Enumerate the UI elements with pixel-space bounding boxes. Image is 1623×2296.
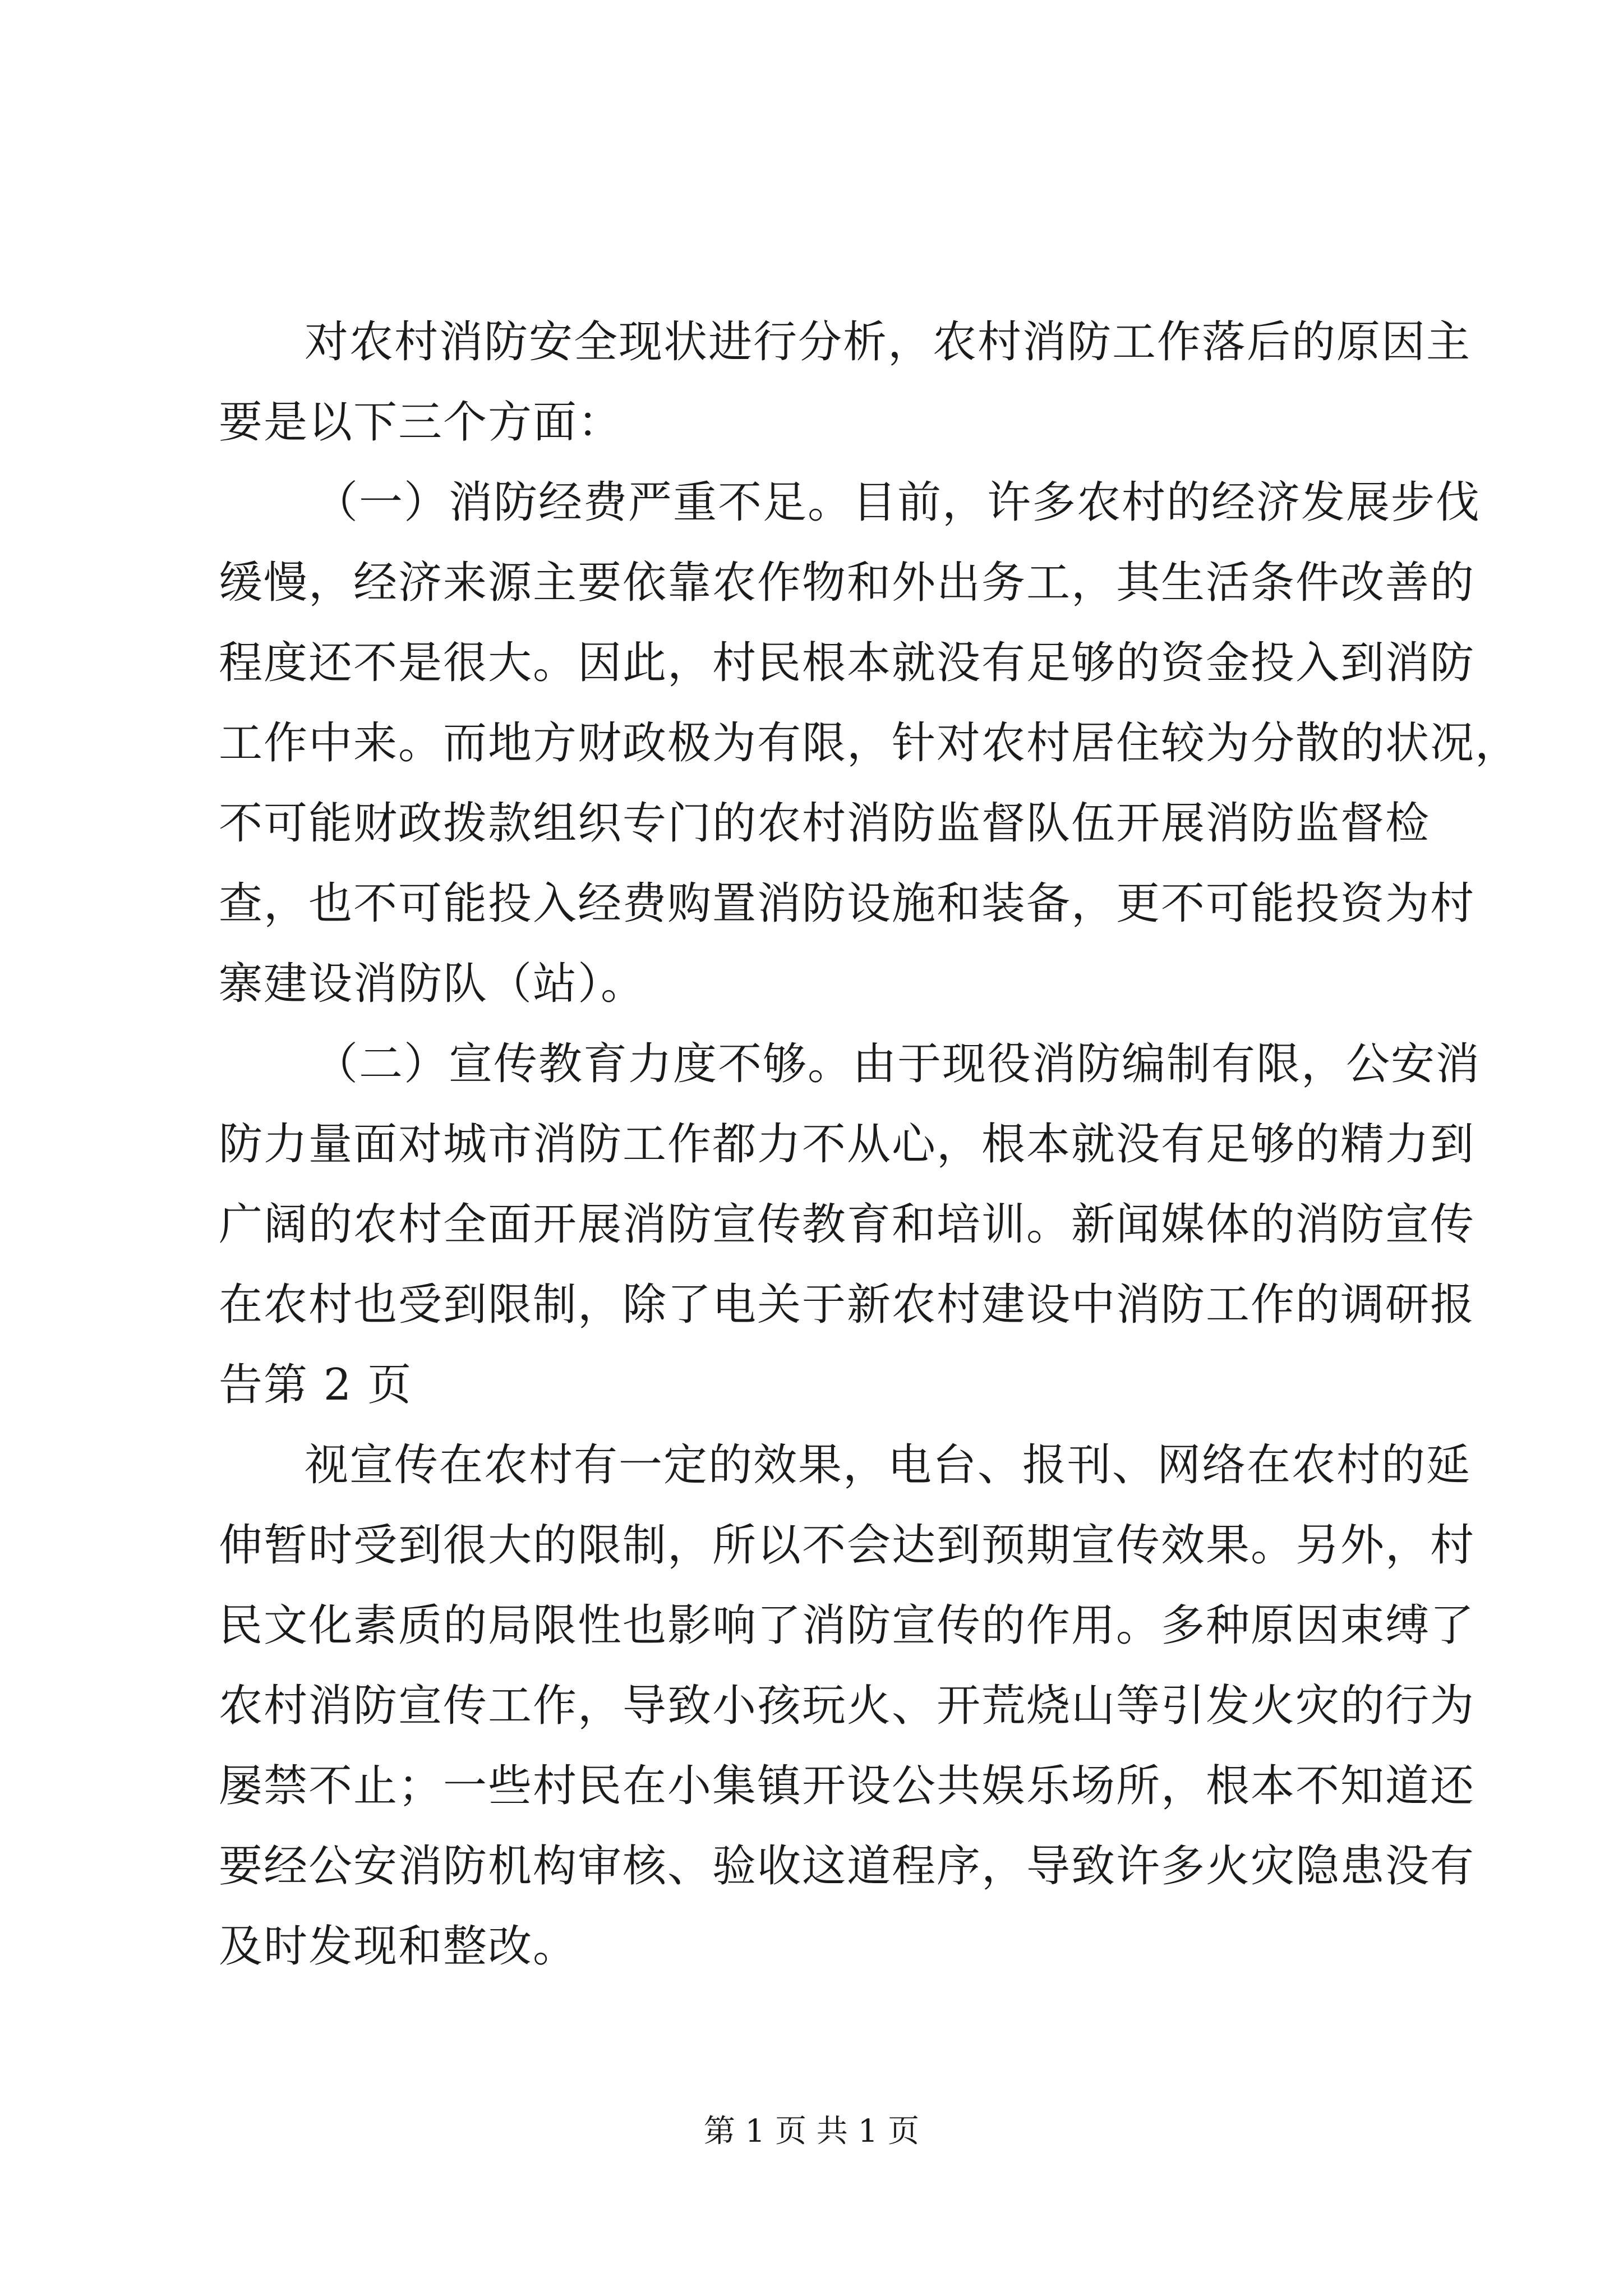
paragraph-2-line-5: 不可能财政拨款组织专门的农村消防监督队伍开展消防监督检	[219, 798, 1431, 849]
paragraph-4-line-7: 及时发现和整改。	[219, 1921, 578, 1972]
paragraph-2-line-7: 寨建设消防队（站）。	[219, 959, 646, 1009]
paragraph-2-line-1: （一）消防经费严重不足。目前，许多农村的经济发展步伐	[314, 477, 1481, 528]
paragraph-3-line-5: 告第 2 页	[219, 1360, 413, 1410]
paragraph-4-line-4: 农村消防宣传工作，导致小孩玩火、开荒烧山等引发火灾的行为	[219, 1681, 1476, 1731]
paragraph-4-line-5: 屡禁不止；一些村民在小集镇开设公共娱乐场所，根本不知道还	[219, 1761, 1476, 1811]
paragraph-4-line-3: 民文化素质的局限性也影响了消防宣传的作用。多种原因束缚了	[219, 1600, 1476, 1651]
paragraph-3-line-3: 广阔的农村全面开展消防宣传教育和培训。新闻媒体的消防宣传	[219, 1199, 1476, 1250]
paragraph-2-line-6: 查，也不可能投入经费购置消防设施和装备，更不可能投资为村	[219, 878, 1476, 929]
paragraph-2-line-4: 工作中来。而地方财政极为有限，针对农村居住较为分散的状况，	[219, 718, 1520, 769]
paragraph-4-line-6: 要经公安消防机构审核、验收这道程序，导致许多火灾隐患没有	[219, 1841, 1476, 1892]
paragraph-3-line-1: （二）宣传教育力度不够。由于现役消防编制有限，公安消	[314, 1039, 1481, 1089]
paragraph-3-line-4: 在农村也受到限制，除了电关于新农村建设中消防工作的调研报	[219, 1280, 1476, 1330]
paragraph-2-line-2: 缓慢，经济来源主要依靠农作物和外出务工，其生活条件改善的	[219, 558, 1476, 608]
page-footer: 第 1 页 共 1 页	[703, 2113, 920, 2150]
paragraph-3-line-2: 防力量面对城市消防工作都力不从心，根本就没有足够的精力到	[219, 1119, 1476, 1170]
paragraph-4-line-1: 视宣传在农村有一定的效果，电台、报刊、网络在农村的延	[305, 1440, 1472, 1490]
paragraph-2-line-3: 程度还不是很大。因此，村民根本就没有足够的资金投入到消防	[219, 638, 1476, 688]
paragraph-1-line-2: 要是以下三个方面：	[219, 397, 623, 448]
paragraph-1-line-1: 对农村消防安全现状进行分析，农村消防工作落后的原因主	[305, 317, 1472, 367]
paragraph-4-line-2: 伸暂时受到很大的限制，所以不会达到预期宣传效果。另外，村	[219, 1520, 1476, 1571]
